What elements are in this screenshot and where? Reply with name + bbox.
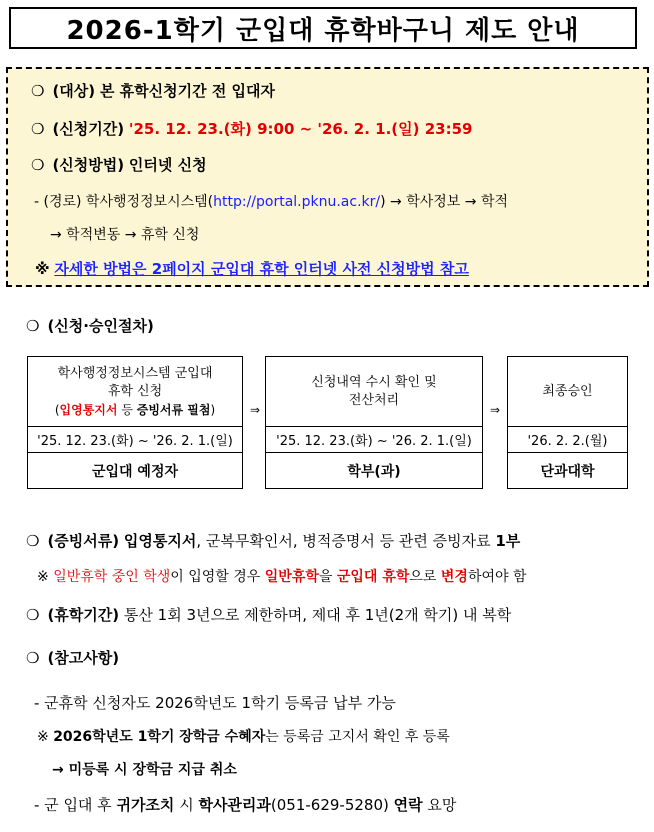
route-line <box>34 191 508 211</box>
route-suffix: ) → 학사정보 → 학적 <box>380 194 508 210</box>
procedure-step-2 <box>265 356 483 489</box>
step-1-date: '25. 12. 23.(화) ~ '26. 2. 1.(일) <box>28 426 242 452</box>
page-title-box <box>9 7 637 49</box>
step-1-note <box>55 401 215 419</box>
step-3-description <box>508 357 627 426</box>
step-3-actor: 단과대학 <box>508 452 627 489</box>
remarks-item-2 <box>34 794 456 815</box>
docs-note-text-3: 으로 <box>409 569 441 585</box>
step-2-actor: 학부(과) <box>266 452 482 489</box>
docs-main-item: 입영통지서 <box>123 532 197 550</box>
docs-note-red-1: 일반휴학 중인 학생 <box>53 569 171 585</box>
bullet-icon: ❍ <box>26 649 40 667</box>
step-2-line-2: 전산처리 <box>348 392 400 408</box>
method-line <box>31 154 207 175</box>
step-1-description <box>28 357 242 426</box>
remarks-item-1: - 군휴학 신청자도 2026학년도 1학기 등록금 납부 가능 <box>34 694 396 712</box>
remarks-note-text: 는 등록금 고지서 확인 후 등록 <box>265 729 450 745</box>
step-2-line-1: 신청내역 수시 확인 및 <box>311 374 437 390</box>
portal-link[interactable]: http://portal.pknu.ac.kr/ <box>213 194 381 210</box>
bullet-icon: ❍ <box>26 532 40 550</box>
docs-line <box>26 530 520 551</box>
method-text: 인터넷 신청 <box>128 156 207 174</box>
route-prefix: - (경로) 학사행정정보시스템( <box>34 194 214 210</box>
remarks-item-2-f: 연락 <box>393 796 423 814</box>
target-line <box>31 80 275 101</box>
step-2-description <box>266 357 482 426</box>
remarks-item-2-a: - 군 입대 후 <box>34 796 117 814</box>
procedure-step-3 <box>507 356 628 489</box>
target-label: (대상) <box>52 82 96 100</box>
step-1-note-close: ) <box>210 402 216 417</box>
arrow-right-icon: ⇒ <box>490 403 501 417</box>
remarks-note <box>37 726 450 746</box>
step-1-note-bold: 증빙서류 필첨 <box>136 402 211 417</box>
page-title: 2026-1학기 군입대 휴학바구니 제도 안내 <box>66 15 580 46</box>
bullet-icon: ❍ <box>31 156 45 174</box>
remarks-note-line-2: → 미등록 시 장학금 지급 취소 <box>52 762 237 778</box>
step-1-note-open: ( <box>54 402 60 417</box>
step-1-line-1: 학사행정정보시스템 군입대 <box>57 365 213 381</box>
reference-line <box>35 258 469 279</box>
docs-note <box>37 566 526 586</box>
bullet-icon: ❍ <box>31 82 45 100</box>
docs-note-red-2: 일반휴학 <box>264 569 319 585</box>
bullet-icon: ❍ <box>26 606 40 624</box>
route-line-2: → 학적변동 → 휴학 신청 <box>50 227 200 243</box>
step-3-date: '26. 2. 2.(월) <box>508 426 627 452</box>
bullet-icon: ❍ <box>31 120 45 138</box>
target-text: 본 휴학신청기간 전 입대자 <box>99 82 275 100</box>
leave-period-text: 통산 1회 3년으로 제한하며, 제대 후 1년(2개 학기) 내 복학 <box>123 606 512 624</box>
step-1-note-mid: 등 <box>117 402 137 417</box>
step-1-actor: 군입대 예정자 <box>28 452 242 489</box>
remarks-item-2-d: 학사관리과 <box>198 796 271 814</box>
docs-note-red-3: 군입대 휴학 <box>336 569 410 585</box>
docs-note-red-4: 변경 <box>440 569 468 585</box>
remarks-heading <box>26 647 119 668</box>
remarks-note-mark: ※ <box>37 729 49 745</box>
remarks-item-2-c: 시 <box>174 796 199 814</box>
remarks-item-2-g: 요망 <box>422 796 457 814</box>
step-1-note-red: 입영통지서 <box>59 402 118 417</box>
docs-count: 1부 <box>495 532 521 550</box>
step-2-date: '25. 12. 23.(화) ~ '26. 2. 1.(일) <box>266 426 482 452</box>
leave-period-line <box>26 604 511 625</box>
procedure-label: (신청·승인절차) <box>47 317 154 335</box>
docs-note-mark: ※ <box>37 569 49 585</box>
remarks-item-2-b: 귀가조치 <box>116 796 175 814</box>
docs-note-text-4: 하여야 함 <box>467 569 527 585</box>
procedure-step-1 <box>27 356 243 489</box>
period-label: (신청기간) <box>52 120 125 138</box>
procedure-heading <box>26 315 154 336</box>
period-line <box>31 118 472 139</box>
step-1-line-2: 휴학 신청 <box>107 383 163 399</box>
docs-text: , 군복무확인서, 병적증명서 등 관련 증빙자료 <box>196 532 491 550</box>
method-label: (신청방법) <box>52 156 125 174</box>
step-3-line-1: 최종승인 <box>542 383 593 399</box>
leave-period-label: (휴학기간) <box>47 606 120 624</box>
reference-link[interactable]: 자세한 방법은 2페이지 군입대 휴학 인터넷 사전 신청방법 참고 <box>54 260 469 278</box>
period-text: '25. 12. 23.(화) 9:00 ~ '26. 2. 1.(일) 23:59 <box>128 120 473 138</box>
docs-label: (증빙서류) <box>47 532 120 550</box>
docs-note-text-1: 이 입영할 경우 <box>170 569 265 585</box>
bullet-icon: ❍ <box>26 317 40 335</box>
docs-note-text-2: 을 <box>318 569 337 585</box>
arrow-right-icon: ⇒ <box>250 403 261 417</box>
remarks-item-2-e: (051-629-5280) <box>270 796 394 814</box>
reference-mark: ※ <box>35 260 50 278</box>
remarks-label: (참고사항) <box>47 649 120 667</box>
remarks-note-bold: 2026학년도 1학기 장학금 수혜자 <box>53 729 266 745</box>
